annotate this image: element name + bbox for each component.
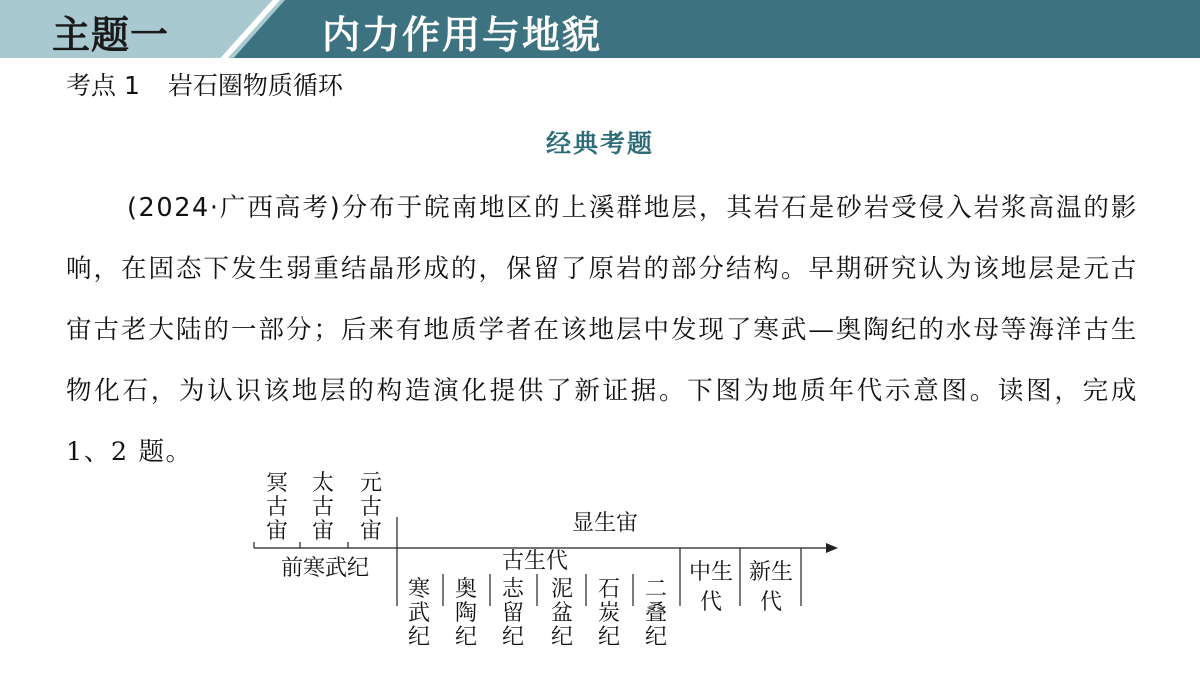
period-permian: 二叠纪: [644, 577, 667, 650]
era-mesozoic: 中生代: [688, 560, 733, 615]
section-heading: [66, 66, 343, 102]
question-paragraph: [66, 178, 1138, 483]
period-carboniferous: 石炭纪: [597, 577, 620, 650]
header-bar: [0, 0, 1200, 58]
section-number: 考点 1: [66, 71, 140, 100]
question-source: (2024·广西高考): [127, 193, 342, 223]
period-devonian: 泥盆纪: [550, 577, 573, 650]
header-topic: 主题一: [52, 13, 170, 57]
period-ordovician: 奥陶纪: [454, 577, 477, 650]
eon-archean: 太古宙: [311, 471, 334, 544]
subtitle: 经典考题: [545, 129, 654, 158]
period-cambrian: 寒武纪: [407, 577, 430, 650]
question-text: 分布于皖南地区的上溪群地层，其岩石是砂岩受侵入岩浆高温的影响，在固态下发生弱重结晶形成的，保留了原岩的部分结构。早期研究认为该地层是元古宙古老大陆的一部分；后来有地质学者在该地层中发现了寒武—奥陶纪的水母等海洋古生物化石，为认识该地层的构造演化提供了新证据。下图为地质年代示意图。读图，完成 1、2 题。: [66, 193, 1139, 467]
section-title: 岩石圈物质循环: [167, 71, 343, 100]
timeline-arrowhead: [826, 543, 838, 553]
eon-phanerozoic: 显生宙: [571, 511, 638, 536]
period-silurian: 志留纪: [501, 577, 524, 650]
era-cenozoic: 新生代: [748, 560, 793, 615]
eon-proterozoic: 元古宙: [359, 471, 382, 544]
header-title: 内力作用与地貌: [322, 13, 603, 57]
era-paleozoic: 古生代: [501, 549, 568, 574]
eon-hadean: 冥古宙: [265, 471, 288, 544]
geologic-timeline-diagram: [240, 462, 850, 662]
precambrian-label: 前寒武纪: [280, 556, 369, 581]
